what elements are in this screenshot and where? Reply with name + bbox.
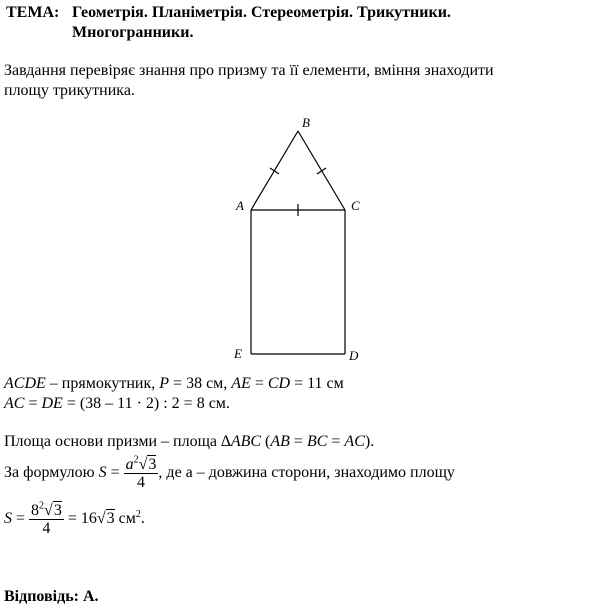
answer: Відповідь: А. bbox=[4, 588, 99, 605]
intro-line-2: площу трикутника. bbox=[4, 82, 135, 99]
intro-line-1: Завдання перевіряє знання про призму та її елементи, вміння знаходити bbox=[4, 62, 494, 79]
topic-label: ТЕМА: bbox=[6, 4, 60, 21]
topic-line-2: Многогранники. bbox=[72, 24, 194, 41]
area-formula-fraction: $\frac{a^2√3}{4}$ bbox=[125, 454, 157, 491]
topic-line-1: Геометрія. Планіметрія. Стереометрія. Трикутники. bbox=[72, 4, 451, 21]
solution-line-2: AC = DE = (38 – 11 · 2) : 2 = 8 см. bbox=[4, 395, 230, 412]
vertex-label-d: D bbox=[349, 348, 359, 363]
tick-bc bbox=[317, 168, 326, 174]
area-value-fraction: $\frac{8^2√3}{4}$ bbox=[31, 500, 62, 537]
vertex-label-a: A bbox=[236, 198, 244, 213]
formula-line: За формулою S = $\frac{a^2√3}{4}$ , де а – довжина сторони, знаходимо площу bbox=[4, 454, 455, 491]
vertex-label-c: C bbox=[351, 198, 360, 213]
solution-line-3: Площа основи призми – площа ∆ABC (AB = BC = AC). bbox=[4, 433, 375, 450]
vertex-label-e: E bbox=[234, 346, 242, 361]
area-computation-line: S = $\frac{8^2√3}{4}$ = 16√3 $см^2$. bbox=[4, 500, 145, 537]
solution-line-1: ACDE – прямокутник, P = 38 см, AE = CD = 11 см bbox=[4, 375, 344, 392]
tick-ab bbox=[270, 168, 279, 174]
vertex-label-b: B bbox=[302, 115, 310, 130]
